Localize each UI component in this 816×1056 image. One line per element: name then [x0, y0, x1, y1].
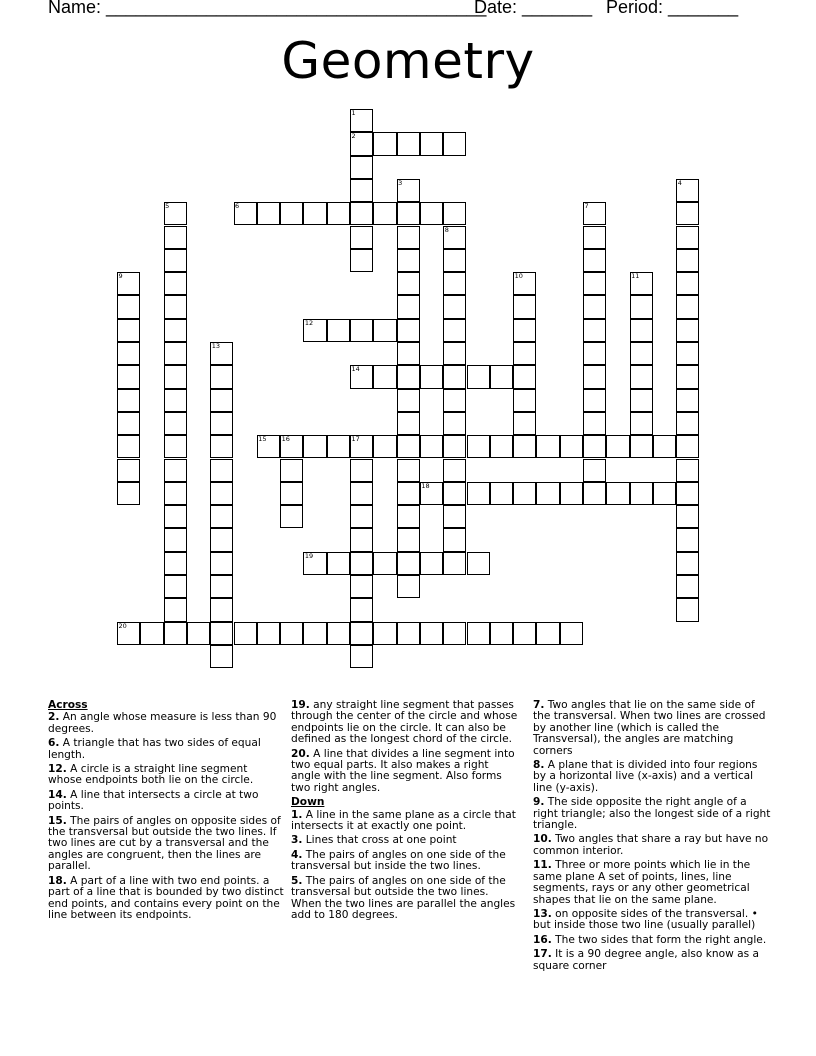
grid-cell[interactable]	[164, 435, 187, 458]
grid-cell[interactable]	[164, 342, 187, 365]
grid-cell[interactable]	[117, 365, 140, 388]
grid-cell[interactable]	[630, 319, 653, 342]
grid-cell[interactable]	[467, 622, 490, 645]
grid-cell[interactable]	[350, 575, 373, 598]
grid-cell[interactable]	[210, 622, 233, 645]
grid-cell[interactable]	[350, 552, 373, 575]
clue-item-number: 10.	[533, 833, 552, 846]
clue-number: 10	[514, 272, 523, 281]
grid-cell[interactable]	[327, 435, 350, 458]
grid-cell[interactable]	[164, 575, 187, 598]
page-title: Geometry	[281, 32, 535, 90]
date-field[interactable]: Date: _______	[474, 0, 593, 17]
grid-cell[interactable]	[327, 319, 350, 342]
grid-cell[interactable]	[164, 249, 187, 272]
clue-item-text: A plane that is divided into four regions by a horizontal live (x-axis) and a vertical line (y-axis).	[533, 759, 758, 794]
clue-item-number: 6.	[48, 737, 60, 750]
grid-cell[interactable]	[606, 435, 629, 458]
clue-item-number: 8.	[533, 759, 545, 772]
clue-item-text: Two angles that lie on the same side of the transversal. When two lines are crossed by another line (which is called the Transversal), the angles are matching corners	[533, 699, 766, 757]
grid-cell[interactable]	[676, 459, 699, 482]
grid-cell[interactable]	[117, 412, 140, 435]
clues-column-3	[533, 700, 771, 975]
clue-number: 19	[304, 551, 314, 560]
grid-cell[interactable]	[164, 622, 187, 645]
grid-cell[interactable]	[210, 435, 233, 458]
grid-cell[interactable]	[350, 645, 373, 668]
grid-cell[interactable]	[350, 226, 373, 249]
grid-cell[interactable]	[397, 132, 420, 155]
clue-item-text: A line that intersects a circle at two points.	[48, 788, 259, 813]
grid-cell[interactable]	[443, 295, 466, 318]
grid-cell[interactable]	[210, 365, 233, 388]
grid-cell[interactable]	[303, 622, 326, 645]
grid-cell[interactable]	[164, 295, 187, 318]
clue-item	[48, 876, 284, 922]
grid-cell[interactable]	[164, 552, 187, 575]
grid-cell[interactable]	[583, 412, 606, 435]
grid-cell[interactable]	[327, 552, 350, 575]
grid-cell[interactable]	[653, 435, 676, 458]
grid-cell[interactable]	[583, 435, 606, 458]
grid-cell[interactable]	[327, 202, 350, 225]
clue-item-text: The side opposite the right angle of a right triangle; also the longest side of a right triangle.	[533, 796, 771, 832]
grid-cell[interactable]	[303, 435, 326, 458]
grid-cell[interactable]	[513, 342, 536, 365]
grid-cell[interactable]	[676, 365, 699, 388]
grid-cell[interactable]	[630, 365, 653, 388]
grid-cell[interactable]	[373, 319, 396, 342]
grid-cell[interactable]	[210, 552, 233, 575]
grid-cell[interactable]	[280, 202, 303, 225]
grid-cell[interactable]	[164, 226, 187, 249]
grid-cell[interactable]	[397, 482, 420, 505]
grid-cell[interactable]	[583, 272, 606, 295]
grid-cell[interactable]	[676, 226, 699, 249]
grid-cell[interactable]	[583, 389, 606, 412]
grid-cell[interactable]	[676, 389, 699, 412]
clue-number: 1	[351, 109, 356, 117]
clue-item-number: 5.	[291, 874, 303, 887]
grid-cell[interactable]	[257, 622, 280, 645]
grid-cell[interactable]	[443, 459, 466, 482]
grid-cell[interactable]	[280, 505, 303, 528]
clue-item-number: 2.	[48, 711, 60, 724]
clue-number: 5	[165, 202, 170, 211]
grid-cell[interactable]	[560, 435, 583, 458]
grid-cell[interactable]	[397, 459, 420, 482]
grid-cell[interactable]	[420, 552, 443, 575]
grid-cell[interactable]	[350, 249, 373, 272]
grid-cell[interactable]	[606, 482, 629, 505]
grid-cell[interactable]	[117, 319, 140, 342]
grid-cell[interactable]	[164, 412, 187, 435]
clue-number: 8	[444, 225, 449, 234]
grid-cell[interactable]	[210, 505, 233, 528]
grid-cell[interactable]	[513, 365, 536, 388]
grid-cell[interactable]	[350, 179, 373, 202]
grid-cell[interactable]	[397, 552, 420, 575]
grid-cell[interactable]	[397, 295, 420, 318]
grid-cell[interactable]	[210, 528, 233, 551]
grid-cell[interactable]	[490, 482, 513, 505]
grid-cell[interactable]	[117, 342, 140, 365]
grid-cell[interactable]	[583, 249, 606, 272]
grid-cell[interactable]	[467, 435, 490, 458]
grid-cell[interactable]	[117, 435, 140, 458]
clue-item	[533, 760, 771, 794]
grid-cell[interactable]	[513, 435, 536, 458]
grid-cell[interactable]	[397, 528, 420, 551]
grid-cell[interactable]	[397, 389, 420, 412]
grid-cell[interactable]	[676, 575, 699, 598]
grid-cell[interactable]	[467, 365, 490, 388]
grid-cell[interactable]	[443, 412, 466, 435]
grid-cell[interactable]	[536, 622, 559, 645]
grid-cell[interactable]	[513, 412, 536, 435]
grid-cell[interactable]	[117, 482, 140, 505]
grid-cell[interactable]	[373, 365, 396, 388]
grid-cell[interactable]	[350, 459, 373, 482]
clue-item	[291, 700, 521, 746]
clue-item-number: 4.	[291, 848, 303, 861]
grid-cell[interactable]	[303, 202, 326, 225]
grid-cell[interactable]	[443, 528, 466, 551]
grid-cell[interactable]	[397, 435, 420, 458]
clue-item-text: Three or more points which lie in the same plane A set of points, lines, line segments, rays or any other geometrical shapes that lie on the same plane.	[533, 859, 751, 906]
grid-cell[interactable]	[210, 575, 233, 598]
clue-number: 4	[677, 178, 682, 187]
across-header: Across	[48, 699, 88, 711]
grid-cell[interactable]	[187, 622, 210, 645]
grid-cell[interactable]	[164, 505, 187, 528]
grid-cell[interactable]	[327, 622, 350, 645]
clue-number: 16	[281, 435, 290, 444]
grid-cell[interactable]	[676, 342, 699, 365]
grid-cell[interactable]	[397, 319, 420, 342]
grid-cell[interactable]	[467, 552, 490, 575]
grid-cell[interactable]	[397, 365, 420, 388]
clue-item-number: 16.	[533, 933, 552, 946]
clue-item-number: 9.	[533, 796, 545, 809]
grid-cell[interactable]	[373, 435, 396, 458]
clue-number: 17	[351, 435, 360, 444]
grid-cell[interactable]	[583, 295, 606, 318]
grid-cell[interactable]	[164, 528, 187, 551]
grid-cell[interactable]	[583, 482, 606, 505]
grid-cell[interactable]	[397, 342, 420, 365]
grid-cell[interactable]	[117, 295, 140, 318]
grid-cell[interactable]	[676, 202, 699, 225]
grid-cell[interactable]	[397, 249, 420, 272]
grid-cell[interactable]	[350, 505, 373, 528]
down-header: Down	[291, 796, 325, 809]
grid-cell[interactable]	[210, 645, 233, 668]
grid-cell[interactable]	[373, 552, 396, 575]
clue-number: 15	[258, 435, 267, 444]
clue-item	[533, 700, 771, 757]
grid-cell[interactable]	[257, 202, 280, 225]
clue-item	[291, 876, 521, 922]
clue-number: 11	[631, 272, 640, 281]
grid-cell[interactable]	[443, 622, 466, 645]
grid-cell[interactable]	[117, 389, 140, 412]
grid-cell[interactable]	[490, 365, 513, 388]
grid-cell[interactable]	[676, 552, 699, 575]
grid-cell[interactable]	[397, 622, 420, 645]
grid-cell[interactable]	[350, 622, 373, 645]
grid-cell[interactable]	[443, 272, 466, 295]
grid-cell[interactable]	[210, 482, 233, 505]
grid-cell[interactable]	[583, 365, 606, 388]
grid-cell[interactable]	[583, 342, 606, 365]
grid-cell[interactable]	[513, 622, 536, 645]
grid-cell[interactable]	[536, 482, 559, 505]
grid-cell[interactable]	[676, 505, 699, 528]
name-field[interactable]: Name: ______________________________________	[48, 0, 487, 17]
clue-item-text: The two sides that form the right angle.	[551, 933, 767, 946]
clue-item-text: The pairs of angles on one side of the transversal but outside the two lines. When the two lines are parallel the angles add to 180 degrees.	[291, 874, 516, 921]
clue-item-text: A circle is a straight line segment whose endpoints both lie on the circle.	[48, 763, 254, 787]
grid-cell[interactable]	[397, 412, 420, 435]
grid-cell[interactable]	[676, 598, 699, 621]
grid-cell[interactable]	[490, 435, 513, 458]
clue-item-text: A line in the same plane as a circle that intersects it at exactly one point.	[291, 808, 516, 833]
clues-column-2	[291, 700, 521, 924]
grid-cell[interactable]	[676, 412, 699, 435]
grid-cell[interactable]	[350, 202, 373, 225]
grid-cell[interactable]	[210, 598, 233, 621]
grid-cell[interactable]	[210, 389, 233, 412]
grid-cell[interactable]	[536, 435, 559, 458]
grid-cell[interactable]	[560, 622, 583, 645]
grid-cell[interactable]	[164, 272, 187, 295]
grid-cell[interactable]	[443, 552, 466, 575]
grid-cell[interactable]	[280, 459, 303, 482]
grid-cell[interactable]	[676, 272, 699, 295]
clue-item-text: Two angles that share a ray but have no common interior.	[533, 833, 769, 857]
clue-item-text: A triangle that has two sides of equal length.	[48, 737, 261, 761]
clue-item-text: The pairs of angles on one side of the transversal but inside the two lines.	[291, 848, 506, 873]
clue-item-text: It is a 90 degree angle, also know as a square corner	[533, 948, 759, 972]
clue-item-text: A part of a line with two end points. a part of a line that is bounded by two distinct end points, and contains every point on the line between its endpoints.	[48, 874, 284, 921]
clue-item-number: 17.	[533, 948, 552, 961]
clue-item	[291, 850, 521, 873]
grid-cell[interactable]	[653, 482, 676, 505]
grid-cell[interactable]	[676, 435, 699, 458]
grid-cell[interactable]	[676, 249, 699, 272]
clue-item	[533, 860, 771, 906]
grid-cell[interactable]	[420, 622, 443, 645]
grid-cell[interactable]	[397, 575, 420, 598]
clue-item-text: An angle whose measure is less than 90 degrees.	[48, 711, 277, 735]
period-field[interactable]: Period: _______	[606, 0, 739, 17]
clue-item	[48, 712, 284, 735]
grid-cell[interactable]	[443, 389, 466, 412]
clue-item-number: 15.	[48, 814, 67, 827]
grid-cell[interactable]	[443, 202, 466, 225]
grid-cell[interactable]	[420, 202, 443, 225]
clue-item	[291, 810, 521, 833]
clue-item	[48, 816, 284, 873]
grid-cell[interactable]	[234, 622, 257, 645]
grid-cell[interactable]	[630, 389, 653, 412]
grid-cell[interactable]	[373, 622, 396, 645]
grid-cell[interactable]	[583, 319, 606, 342]
grid-cell[interactable]	[443, 249, 466, 272]
grid-cell[interactable]	[164, 319, 187, 342]
grid-cell[interactable]	[630, 295, 653, 318]
grid-cell[interactable]	[676, 295, 699, 318]
clue-item	[533, 797, 771, 831]
grid-cell[interactable]	[630, 435, 653, 458]
grid-cell[interactable]	[490, 622, 513, 645]
grid-cell[interactable]	[397, 505, 420, 528]
clue-item	[48, 764, 284, 787]
grid-cell[interactable]	[373, 132, 396, 155]
grid-cell[interactable]	[350, 156, 373, 179]
grid-cell[interactable]	[676, 528, 699, 551]
clue-number: 12	[304, 318, 314, 327]
grid-cell[interactable]	[397, 202, 420, 225]
clue-item-text: A line that divides a line segment into two equal parts. It also makes a right angle with the line segment. Also forms two right angles.	[291, 747, 515, 794]
clue-item	[48, 790, 284, 813]
grid-cell[interactable]	[210, 412, 233, 435]
grid-cell[interactable]	[513, 482, 536, 505]
grid-cell[interactable]	[164, 482, 187, 505]
grid-cell[interactable]	[513, 389, 536, 412]
clue-item-text: Lines that cross at one point	[302, 834, 457, 847]
grid-cell[interactable]	[350, 482, 373, 505]
clue-number: 2	[351, 132, 356, 141]
grid-cell[interactable]	[676, 319, 699, 342]
grid-cell[interactable]	[443, 342, 466, 365]
clue-item-number: 3.	[291, 834, 303, 847]
grid-cell[interactable]	[140, 622, 163, 645]
grid-cell[interactable]	[210, 459, 233, 482]
clue-number: 3	[398, 178, 403, 187]
grid-cell[interactable]	[420, 435, 443, 458]
grid-cell[interactable]	[350, 598, 373, 621]
clue-number: 6	[235, 202, 240, 211]
clue-number: 14	[351, 365, 360, 374]
grid-cell[interactable]	[420, 365, 443, 388]
grid-cell[interactable]	[630, 342, 653, 365]
grid-cell[interactable]	[443, 505, 466, 528]
clue-number: 13	[211, 342, 220, 350]
clue-item	[533, 935, 771, 946]
clue-item-number: 12.	[48, 763, 67, 776]
grid-cell[interactable]	[280, 622, 303, 645]
clues-column-1	[48, 700, 284, 924]
clue-item	[291, 749, 521, 795]
grid-cell[interactable]	[443, 435, 466, 458]
clue-item-number: 14.	[48, 788, 67, 801]
grid-cell[interactable]	[397, 272, 420, 295]
grid-cell[interactable]	[513, 295, 536, 318]
grid-cell[interactable]	[350, 319, 373, 342]
clue-item	[533, 909, 771, 932]
grid-cell[interactable]	[164, 598, 187, 621]
grid-cell[interactable]	[117, 459, 140, 482]
grid-cell[interactable]	[513, 319, 536, 342]
grid-cell[interactable]	[164, 365, 187, 388]
grid-cell[interactable]	[630, 482, 653, 505]
grid-cell[interactable]	[443, 365, 466, 388]
clue-number: 9	[118, 272, 123, 281]
clue-item-number: 1.	[291, 808, 303, 821]
grid-cell[interactable]	[373, 202, 396, 225]
grid-cell[interactable]	[583, 459, 606, 482]
grid-cell[interactable]	[583, 226, 606, 249]
clue-item-text: any straight line segment that passes through the center of the circle and whose endpoints lie on the circle. It can also be defined as the longest chord of the circle.	[291, 699, 518, 746]
clue-item-number: 19.	[291, 699, 310, 711]
clue-number: 7	[584, 202, 589, 211]
clue-item	[533, 949, 771, 972]
clue-item-number: 7.	[533, 699, 545, 711]
clue-item-number: 13.	[533, 907, 552, 920]
clue-item	[291, 835, 521, 846]
clue-item	[533, 834, 771, 857]
clue-item-text: The pairs of angles on opposite sides of the transversal but outside the two lines. If two lines are cut by a transversal and the angles are congruent, then the lines are parallel.	[48, 814, 281, 873]
clue-item-number: 11.	[533, 859, 552, 872]
grid-cell[interactable]	[350, 528, 373, 551]
grid-cell[interactable]	[467, 482, 490, 505]
clue-item-text: on opposite sides of the transversal. • but inside those two line (usually parallel)	[533, 907, 758, 932]
grid-cell[interactable]	[443, 132, 466, 155]
grid-cell[interactable]	[420, 132, 443, 155]
grid-cell[interactable]	[280, 482, 303, 505]
grid-cell[interactable]	[676, 482, 699, 505]
grid-cell[interactable]	[443, 319, 466, 342]
grid-cell[interactable]	[164, 459, 187, 482]
clue-number: 18	[421, 481, 430, 490]
clue-item-number: 18.	[48, 874, 67, 887]
clue-item	[48, 738, 284, 761]
grid-cell[interactable]	[443, 482, 466, 505]
grid-cell[interactable]	[630, 412, 653, 435]
grid-cell[interactable]	[560, 482, 583, 505]
clue-item-number: 20.	[291, 747, 310, 760]
grid-cell[interactable]	[397, 226, 420, 249]
clue-number: 20	[118, 621, 127, 630]
grid-cell[interactable]	[164, 389, 187, 412]
